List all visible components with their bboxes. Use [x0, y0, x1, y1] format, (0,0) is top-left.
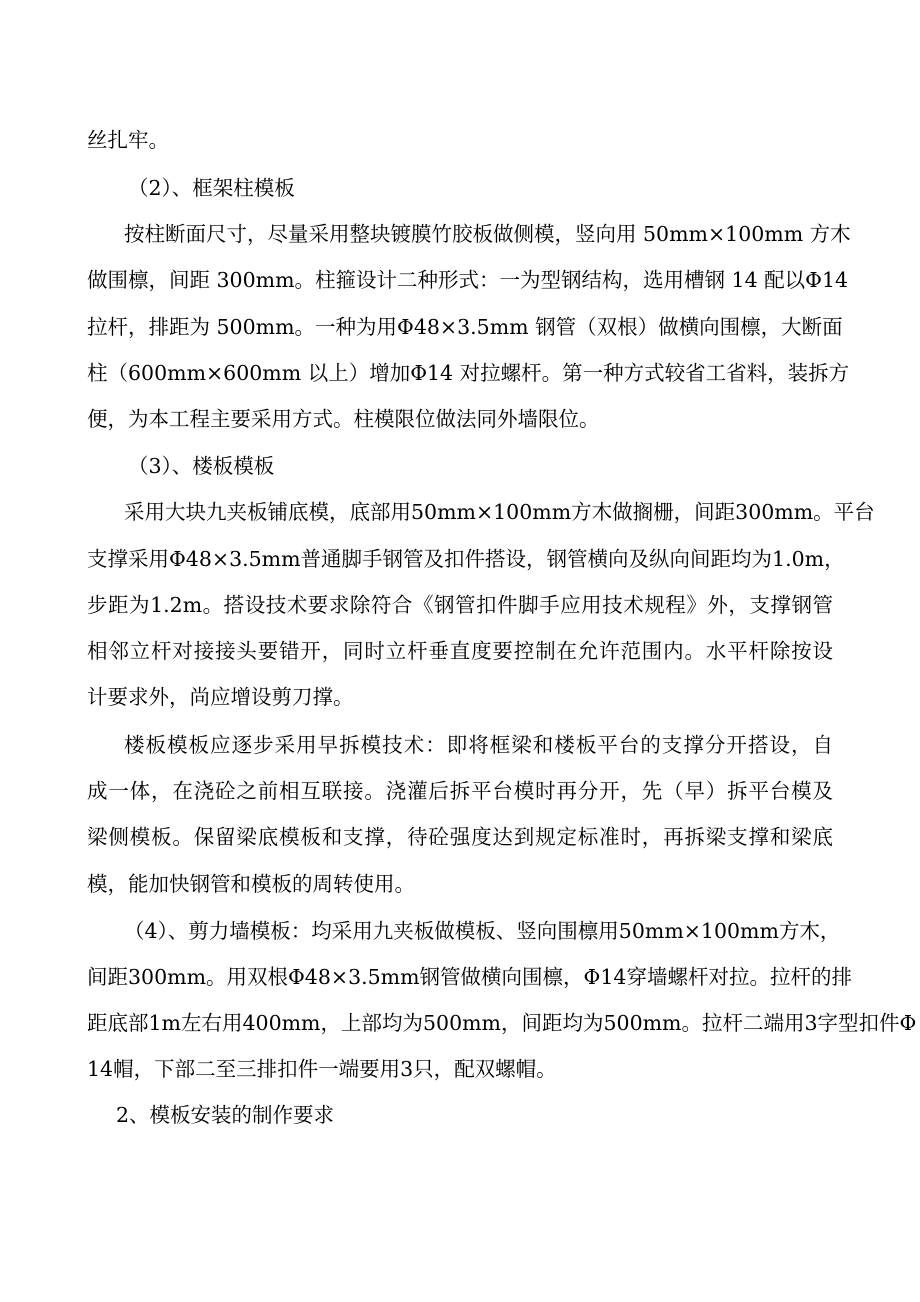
- paragraph-line: 做围檩，间距 300mm。柱箍设计二种形式：一为型钢结构，选用槽钢 14 配以Φ14: [87, 268, 849, 292]
- paragraph-line: 模，能加快钢管和模板的周转使用。: [87, 872, 415, 896]
- paragraph-line: 成一体，在浇砼之前相互联接。浇灌后拆平台模时再分开，先（早）拆平台模及: [87, 779, 833, 803]
- paragraph-line: 柱（600mm×600mm 以上）增加Φ14 对拉螺杆。第一种方式较省工省料，装拆方: [87, 361, 850, 385]
- paragraph-line: 采用大块九夹板铺底模，底部用50mm×100mm方木做搁栅，间距300mm。平台: [124, 500, 875, 524]
- paragraph-line: 按柱断面尺寸，尽量采用整块镀膜竹胶板做侧模，竖向用 50mm×100mm 方木: [124, 222, 851, 246]
- section-heading-shear-wall-formwork: （4）、剪力墙模板：均采用九夹板做模板、竖向围檩用50mm×100mm方木，: [124, 919, 841, 943]
- paragraph-line: 计要求外，尚应增设剪刀撑。: [87, 685, 354, 709]
- paragraph-line: 距底部1m左右用400mm，上部均为500mm，间距均为500mm。拉杆二端用3字型扣件Φ: [87, 1011, 917, 1035]
- paragraph-line: 步距为1.2m。搭设技术要求除符合《钢管扣件脚手应用技术规程》外，支撑钢管: [87, 593, 833, 617]
- paragraph-line: 梁侧模板。保留梁底模板和支撑，待砼强度达到规定标准时，再拆梁支撑和梁底: [87, 825, 833, 849]
- text-line: 丝扎牢。: [87, 128, 169, 152]
- paragraph-line: 拉杆，排距为 500mm。一种为用Φ48×3.5mm 钢管（双根）做横向围檩，大断面: [87, 315, 843, 339]
- section-heading-installation-requirements: 2、模板安装的制作要求: [116, 1103, 335, 1127]
- paragraph-line: 间距300mm。用双根Φ48×3.5mm钢管做横向围檩，Φ14穿墙螺杆对拉。拉杆的排: [87, 965, 852, 989]
- paragraph-line: 14帽，下部二至三排扣件一端要用3只，配双螺帽。: [87, 1057, 557, 1081]
- paragraph-line: 相邻立杆对接接头要错开，同时立杆垂直度要控制在允许范围内。水平杆除按设: [87, 639, 833, 663]
- paragraph-line: 支撑采用Φ48×3.5mm普通脚手钢管及扣件搭设，钢管横向及纵向间距均为1.0m，: [87, 547, 845, 571]
- paragraph-line: 楼板模板应逐步采用早拆模技术：即将框梁和楼板平台的支撑分开搭设，自: [124, 733, 833, 757]
- section-heading-column-formwork: （2）、框架柱模板: [128, 176, 295, 200]
- paragraph-line: 便，为本工程主要采用方式。柱模限位做法同外墙限位。: [87, 407, 600, 431]
- section-heading-slab-formwork: （3）、楼板模板: [128, 454, 275, 478]
